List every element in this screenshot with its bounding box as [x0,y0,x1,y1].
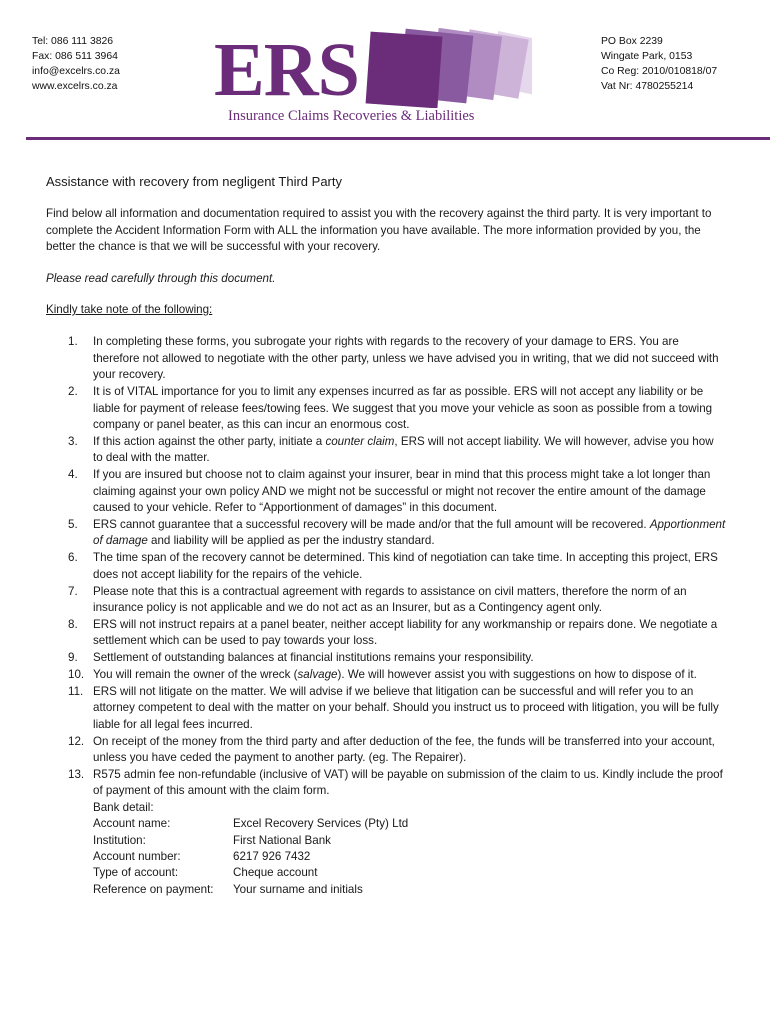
read-note: Please read carefully through this document. [46,271,276,285]
item-text: Please note that this is a contractual agreement with regards to assistance on civil matters, therefore the norm of an insurance policy is not applicable and we do not act as an Insurer, but as a Contingency agent only. [93,584,687,614]
bank-row [93,882,726,898]
list-item [46,334,726,383]
document-title: Assistance with recovery from negligent Third Party [46,174,342,189]
bank-row [93,833,726,849]
email-address: info@excelrs.co.za [32,66,120,77]
list-item [46,434,726,467]
website-address: www.excelrs.co.za [32,81,118,92]
po-box: PO Box 2239 [601,36,663,47]
logo-wordmark: ERS [214,28,359,112]
bank-value: 6217 926 7432 [233,850,311,864]
bank-value: First National Bank [233,833,331,847]
list-item [46,584,726,617]
bank-label: Account number: [93,850,181,864]
item-text [93,668,697,681]
item-number: 1. [68,335,78,349]
item-text: In completing these forms, you subrogate your rights with regards to the recovery of your damage to ERS. You are therefore not allowed to negotiate with the other party, unless we have advised you in writing, that we did not succeed with your recovery. [93,335,719,382]
item-text-emphasis: salvage [297,668,338,682]
bank-row [93,865,726,881]
item-number: 5. [68,517,78,531]
item-text: R575 admin fee non-refundable (inclusive of VAT) will be payable on submission of the claim to us. Kindly include the proof of payment of this amount with the claim form. [93,768,723,798]
bank-row [93,849,726,865]
item-number: 2. [68,385,78,399]
item-text-part: ERS cannot guarantee that a successful recovery will be made and/or that the full amount will be recovered. [93,517,650,531]
item-text-part: If this action against the other party, initiate a [93,434,326,448]
phone-number: Tel: 086 111 3826 [32,36,114,47]
item-text-part: , ERS will not accept liability. We will however, advise you how to deal with the matter. [93,434,714,465]
document-body [46,174,726,899]
item-number: 9. [68,651,78,665]
company-registration: Co Reg: 2010/010818/07 [601,66,718,77]
contact-details-right [601,34,717,94]
item-number: 4. [68,468,78,482]
list-item [46,550,726,583]
contact-details-left [32,34,120,94]
item-text [93,435,714,464]
item-text: It is of VITAL importance for you to limit any expenses incurred as far as possible. ERS will not accept any liability or be liable for payment of release fees/towing fees. We suggest that you move your vehicle as soon as possible from a towing company or panel beater, as this can incur an enormous cost. [93,385,713,431]
item-text: The time span of the recovery cannot be determined. This kind of negotiation can take time. In accepting this project, ERS does not accept liability for the repairs of the vehicle. [93,551,718,581]
list-item [46,467,726,516]
intro-paragraph: Find below all information and documentation required to assist you with the recovery against the third party. It is very important to complete the Accident Information Form with ALL the information you have available. The more information provided by you, the better the chance is that we will be successful with your recovery. [46,207,712,254]
list-item [46,767,726,898]
bank-value: Cheque account [233,866,318,880]
bank-row [93,816,726,832]
bank-label: Account name: [93,817,171,831]
item-number: 11. [68,684,84,698]
item-number: 10. [68,668,85,682]
bank-value: Excel Recovery Services (Pty) Ltd [233,817,409,831]
list-item [46,617,726,650]
item-text-part: You will remain the owner of the wreck ( [93,668,298,682]
notice-heading: Kindly take note of the following: [46,303,213,317]
logo-tagline: Insurance Claims Recoveries & Liabilities [228,108,475,124]
item-text: ERS will not litigate on the matter. We will advise if we believe that litigation can be successful and will refer you to an attorney competent to deal with the matter on your behalf. Should you instruct us to proceed with litigation, you will be fully liable for all legal fees incurred. [93,684,719,731]
bank-value: Your surname and initials [233,882,363,896]
item-text: On receipt of the money from the third party and after deduction of the fee, the funds will be transferred into your account, unless you have ceded the payment to another party. (eg. The Repairer). [93,734,715,765]
item-number: 12. [68,734,85,748]
logo-squares-graphic [342,28,532,108]
item-text-emphasis: counter claim [325,434,395,448]
item-text-part: and liability will be applied as per the industry standard. [147,534,435,548]
item-number: 7. [68,584,78,598]
list-item [46,667,726,683]
header-divider [26,137,770,140]
item-text [93,518,725,547]
bank-label: Reference on payment: [93,882,214,896]
bank-label: Type of account: [93,866,179,880]
list-item [46,650,726,666]
list-item [46,734,726,767]
list-item [46,684,726,733]
company-logo [214,28,534,133]
item-number: 6. [68,551,78,565]
terms-list [46,334,726,898]
list-item [46,384,726,433]
list-item [46,517,726,550]
item-text-emphasis: Apportionment of damage [93,517,726,548]
item-text: ERS will not instruct repairs at a panel beater, neither accept liability for any workmanship or repairs done. We negotiate a settlement which can be used to pay towards your loss. [93,617,718,648]
item-number: 13. [68,768,85,781]
bank-detail-heading: Bank detail: [93,800,154,814]
fax-number: Fax: 086 511 3964 [32,51,118,62]
postal-area: Wingate Park, 0153 [601,51,693,62]
item-number: 3. [68,434,78,448]
item-text-part: ). We will however assist you with suggestions on how to dispose of it. [337,668,697,682]
item-text: Settlement of outstanding balances at financial institutions remains your responsibility. [93,651,534,665]
bank-label: Institution: [93,833,146,847]
item-text: If you are insured but choose not to claim against your insurer, bear in mind that this process might take a lot longer than claiming against your own policy AND we might not be successful or might not recover the entire amount of the damage caused to your vehicle. Refer to “Apportionment of damages” in this document. [93,468,711,514]
vat-number: Vat Nr: 4780255214 [601,81,694,92]
item-number: 8. [68,617,78,631]
